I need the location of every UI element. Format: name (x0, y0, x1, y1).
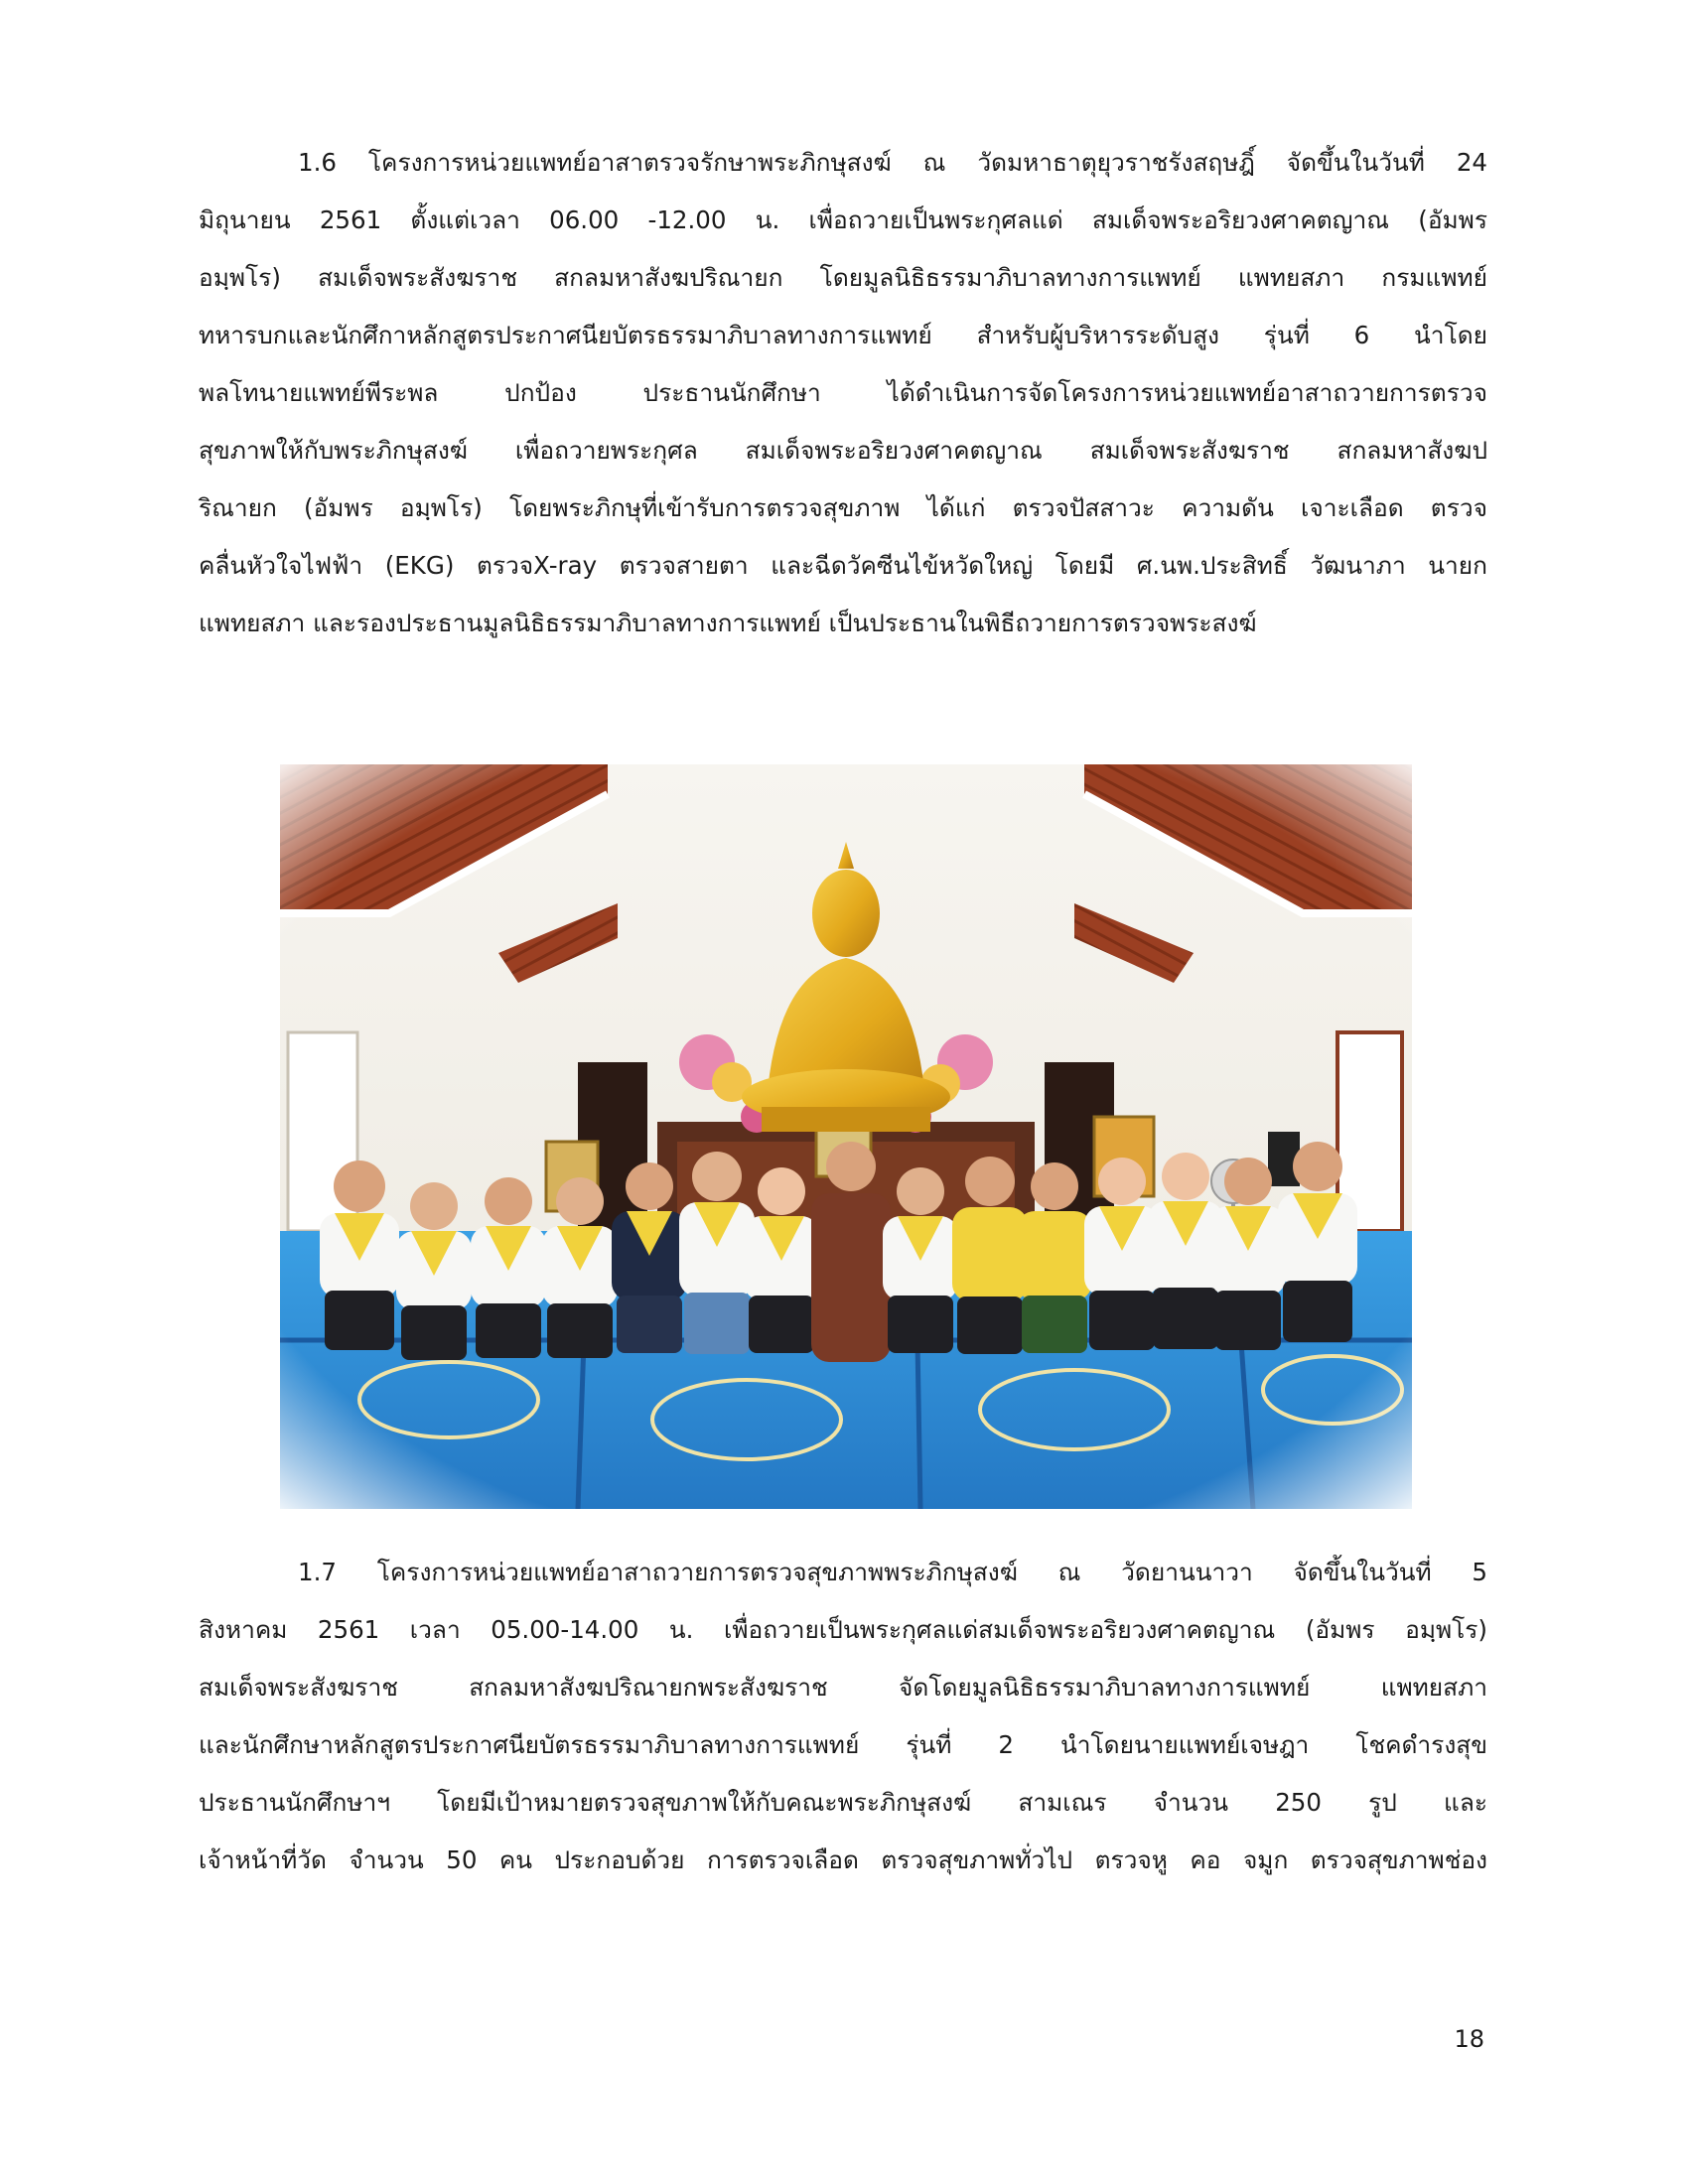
paragraph-section-1-7 (199, 1544, 1487, 1889)
text-line: เจ้าหน้าที่วัด จำนวน 50 คน ประกอบด้วย การตรวจเลือด ตรวจสุขภาพทั่วไป ตรวจหู คอ จมูก ตรวจสุขภาพช่อง (199, 1845, 1487, 1874)
text-line: สมเด็จพระสังฆราช สกลมหาสังฆปริณายกพระสังฆราช จัดโดยมูลนิธิธรรมาภิบาลทางการแพทย์ แพทยสภา (199, 1673, 1487, 1702)
text-line: พลโทนายแพทย์พีระพล ปกป้อง ประธานนักศึกษา ได้ดำเนินการจัดโครงการหน่วยแพทย์อาสาถวายการตรวจ (199, 378, 1487, 407)
text-line: แพทยสภา และรองประธานมูลนิธิธรรมาภิบาลทางการแพทย์ เป็นประธานในพิธีถวายการตรวจพระสงฆ์ (199, 609, 1257, 637)
text-line: ประธานนักศึกษาฯ โดยมีเป้าหมายตรวจสุขภาพให้กับคณะพระภิกษุสงฆ์ สามเณร จำนวน 250 รูป และ (199, 1788, 1487, 1817)
text-line: สุขภาพให้กับพระภิกษุสงฆ์ เพื่อถวายพระกุศล สมเด็จพระอริยวงศาคตญาณ สมเด็จพระสังฆราช สกลมหาสังฆป (199, 436, 1487, 465)
text-line: 1.6 โครงการหน่วยแพทย์อาสาตรวจรักษาพระภิกษุสงฆ์ ณ วัดมหาธาตุยุวราชรังสฤษฎิ์ จัดขึ้นในวันที่ 24 (298, 148, 1487, 177)
text-line: สิงหาคม 2561 เวลา 05.00-14.00 น. เพื่อถวายเป็นพระกุศลแด่สมเด็จพระอริยวงศาคตญาณ (อัมพร อมฺพโร) (199, 1615, 1487, 1644)
paragraph-section-1-6 (199, 134, 1487, 652)
text-line: และนักศึกษาหลักสูตรประกาศนียบัตรธรรมาภิบาลทางการแพทย์ รุ่นที่ 2 นำโดยนายแพทย์เจษฎา โชคดำรงสุข (199, 1730, 1487, 1759)
group-photo (280, 764, 1412, 1509)
text-line: ริณายก (อัมพร อมฺพโร) โดยพระภิกษุที่เข้ารับการตรวจสุขภาพ ได้แก่ ตรวจปัสสาวะ ความดัน เจาะเลือด ตรวจ (199, 493, 1487, 522)
text-line: มิถุนายน 2561 ตั้งแต่เวลา 06.00 -12.00 น. เพื่อถวายเป็นพระกุศลแด่ สมเด็จพระอริยวงศาคตญาณ (อัมพร (199, 205, 1487, 234)
temple-group-photo-illustration (280, 764, 1412, 1509)
text-line: อมฺพโร) สมเด็จพระสังฆราช สกลมหาสังฆปริณายก โดยมูลนิธิธรรมาภิบาลทางการแพทย์ แพทยสภา กรมแพทย์ (199, 263, 1487, 292)
page-number: 18 (1454, 2025, 1484, 2053)
text-line: คลื่นหัวใจไฟฟ้า (EKG) ตรวจX-ray ตรวจสายตา และฉีดวัคซีนไข้หวัดใหญ่ โดยมี ศ.นพ.ประสิทธิ์ วัฒนาภา นายก (199, 551, 1487, 580)
text-line: ทหารบกและนักศึกาหลักสูตรประกาศนียบัตรธรรมาภิบาลทางการแพทย์ สำหรับผู้บริหารระดับสูง รุ่นที่ 6 นำโดย (199, 321, 1487, 349)
text-line: 1.7 โครงการหน่วยแพทย์อาสาถวายการตรวจสุขภาพพระภิกษุสงฆ์ ณ วัดยานนาวา จัดขึ้นในวันที่ 5 (298, 1558, 1487, 1586)
